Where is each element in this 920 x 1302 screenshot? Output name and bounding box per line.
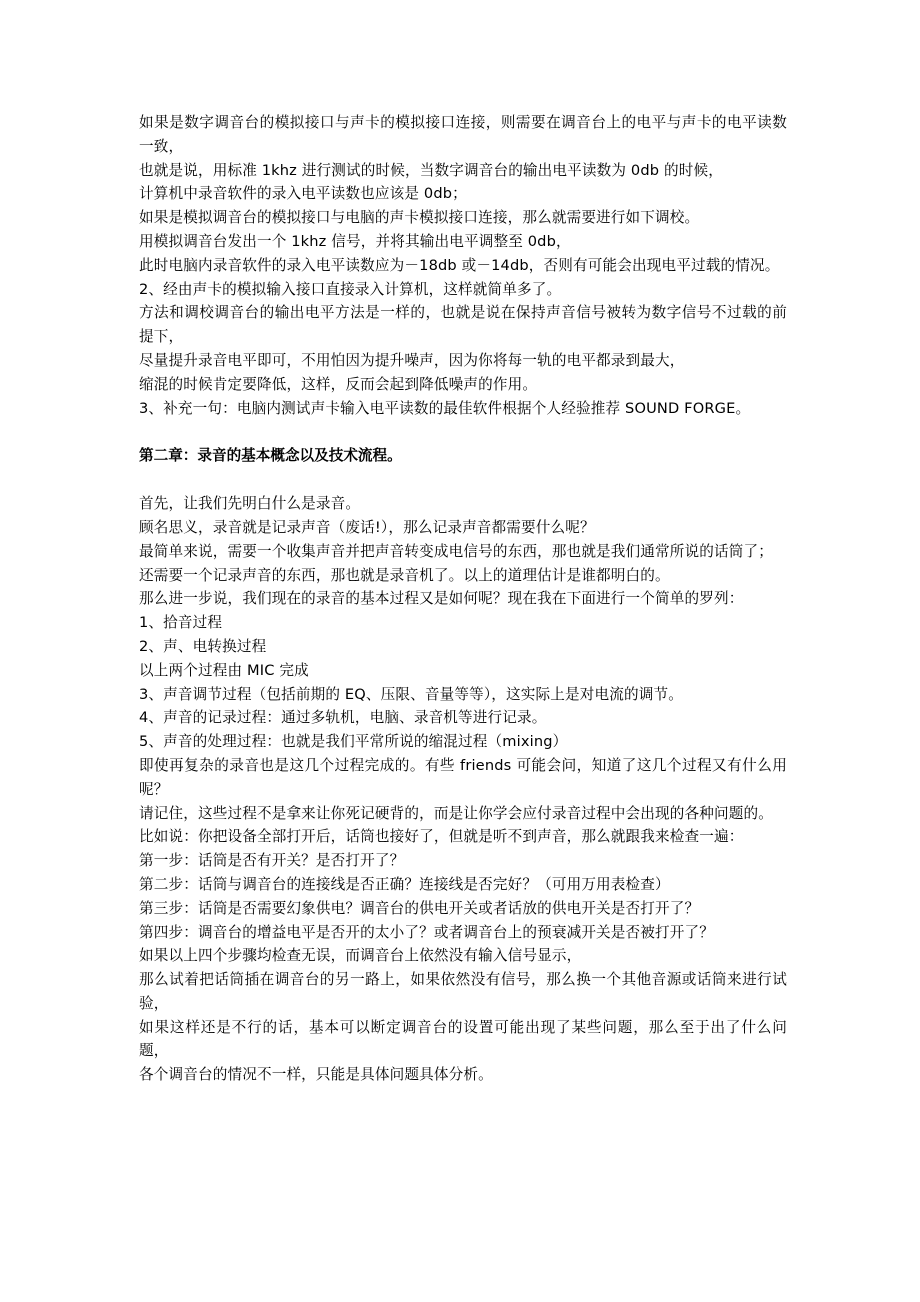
paragraph: 最简单来说，需要一个收集声音并把声音转变成电信号的东西，那也就是我们通常所说的话筒了； [139, 542, 773, 560]
list-item: 4、声音的记录过程：通过多轨机，电脑、录音机等进行记录。 [139, 709, 547, 727]
checklist-step: 第四步：调音台的增益电平是否开的太小了？或者调音台上的预衰减开关是否被打开了？ [139, 923, 715, 941]
paragraph: 比如说：你把设备全部打开后，话筒也接好了，但就是听不到声音，那么就跟我来检查一遍： [139, 828, 744, 846]
paragraph: 3、补充一句：电脑内测试声卡输入电平读数的最佳软件根据个人经验推荐 SOUND FORGE。 [139, 399, 751, 417]
chapter-title: 第二章：录音的基本概念以及技术流程。 [139, 447, 402, 465]
paragraph: 以上两个过程由 MIC 完成 [139, 661, 309, 679]
checklist-step: 第二步：话筒与调音台的连接线是否正确？连接线是否完好？（可用万用表检查） [139, 875, 670, 893]
list-item: 3、声音调节过程（包括前期的 EQ、压限、音量等等），这实际上是对电流的调节。 [139, 685, 683, 703]
list-item: 2、声、电转换过程 [139, 637, 267, 655]
paragraph: 计算机中录音软件的录入电平读数也应该是 0db； [139, 185, 467, 203]
paragraph: 2、经由声卡的模拟输入接口直接录入计算机，这样就简单多了。 [139, 280, 562, 298]
paragraph: 如果这样还是不行的话，基本可以断定调音台的设置可能出现了某些问题，那么至于出了什么问题， [139, 1018, 787, 1060]
list-item: 1、拾音过程 [139, 614, 223, 632]
paragraph: 各个调音台的情况不一样，只能是具体问题具体分析。 [139, 1066, 493, 1084]
document-body [139, 111, 787, 1087]
paragraph: 如果是数字调音台的模拟接口与声卡的模拟接口连接，则需要在调音台上的电平与声卡的电平读数一致， [139, 114, 787, 155]
paragraph: 缩混的时候肯定要降低，这样，反而会起到降低噪声的作用。 [139, 375, 538, 393]
section-recording-concepts [139, 492, 787, 1087]
paragraph: 用模拟调音台发出一个 1khz 信号，并将其输出电平调整至 0db， [139, 232, 571, 250]
list-item: 5、声音的处理过程：也就是我们平常所说的缩混过程（mixing） [139, 733, 568, 751]
paragraph: 请记住，这些过程不是拿来让你死记硬背的，而是让你学会应付录音过程中会出现的各种问题的。 [139, 804, 773, 822]
paragraph: 顾名思义，录音就是记录声音（废话!），那么记录声音都需要什么呢？ [139, 518, 595, 536]
section-audio-level-calibration [139, 111, 787, 420]
paragraph: 首先，让我们先明白什么是录音。 [139, 495, 361, 513]
paragraph: 也就是说，用标准 1khz 进行测试的时候，当数字调音台的输出电平读数为 0db 的时候， [139, 161, 723, 179]
paragraph: 此时电脑内录音软件的录入电平读数应为－18db 或－14db，否则有可能会出现电平过载的情况。 [139, 256, 780, 274]
paragraph: 方法和调校调音台的输出电平方法是一样的，也就是说在保持声音信号被转为数字信号不过载的前提下， [139, 304, 787, 346]
checklist-step: 第一步：话筒是否有开关？是否打开了？ [139, 852, 405, 870]
paragraph: 那么试着把话筒插在调音台的另一路上，如果依然没有信号，那么换一个其他音源或话筒来进行试验， [139, 971, 787, 1012]
checklist-step: 第三步：话筒是否需要幻象供电？调音台的供电开关或者话放的供电开关是否打开了？ [139, 899, 700, 917]
paragraph: 即使再复杂的录音也是这几个过程完成的。有些 friends 可能会问，知道了这几个过程又有什么用呢？ [139, 756, 787, 798]
paragraph: 那么进一步说，我们现在的录音的基本过程又是如何呢？现在我在下面进行一个简单的罗列： [139, 590, 744, 608]
paragraph: 还需要一个记录声音的东西，那也就是录音机了。以上的道理估计是谁都明白的。 [139, 566, 670, 584]
paragraph: 如果是模拟调音台的模拟接口与电脑的声卡模拟接口连接，那么就需要进行如下调校。 [139, 209, 700, 227]
paragraph: 尽量提升录音电平即可，不用怕因为提升噪声，因为你将每一轨的电平都录到最大， [139, 351, 685, 369]
paragraph: 如果以上四个步骤均检查无误，而调音台上依然没有输入信号显示， [139, 947, 582, 965]
